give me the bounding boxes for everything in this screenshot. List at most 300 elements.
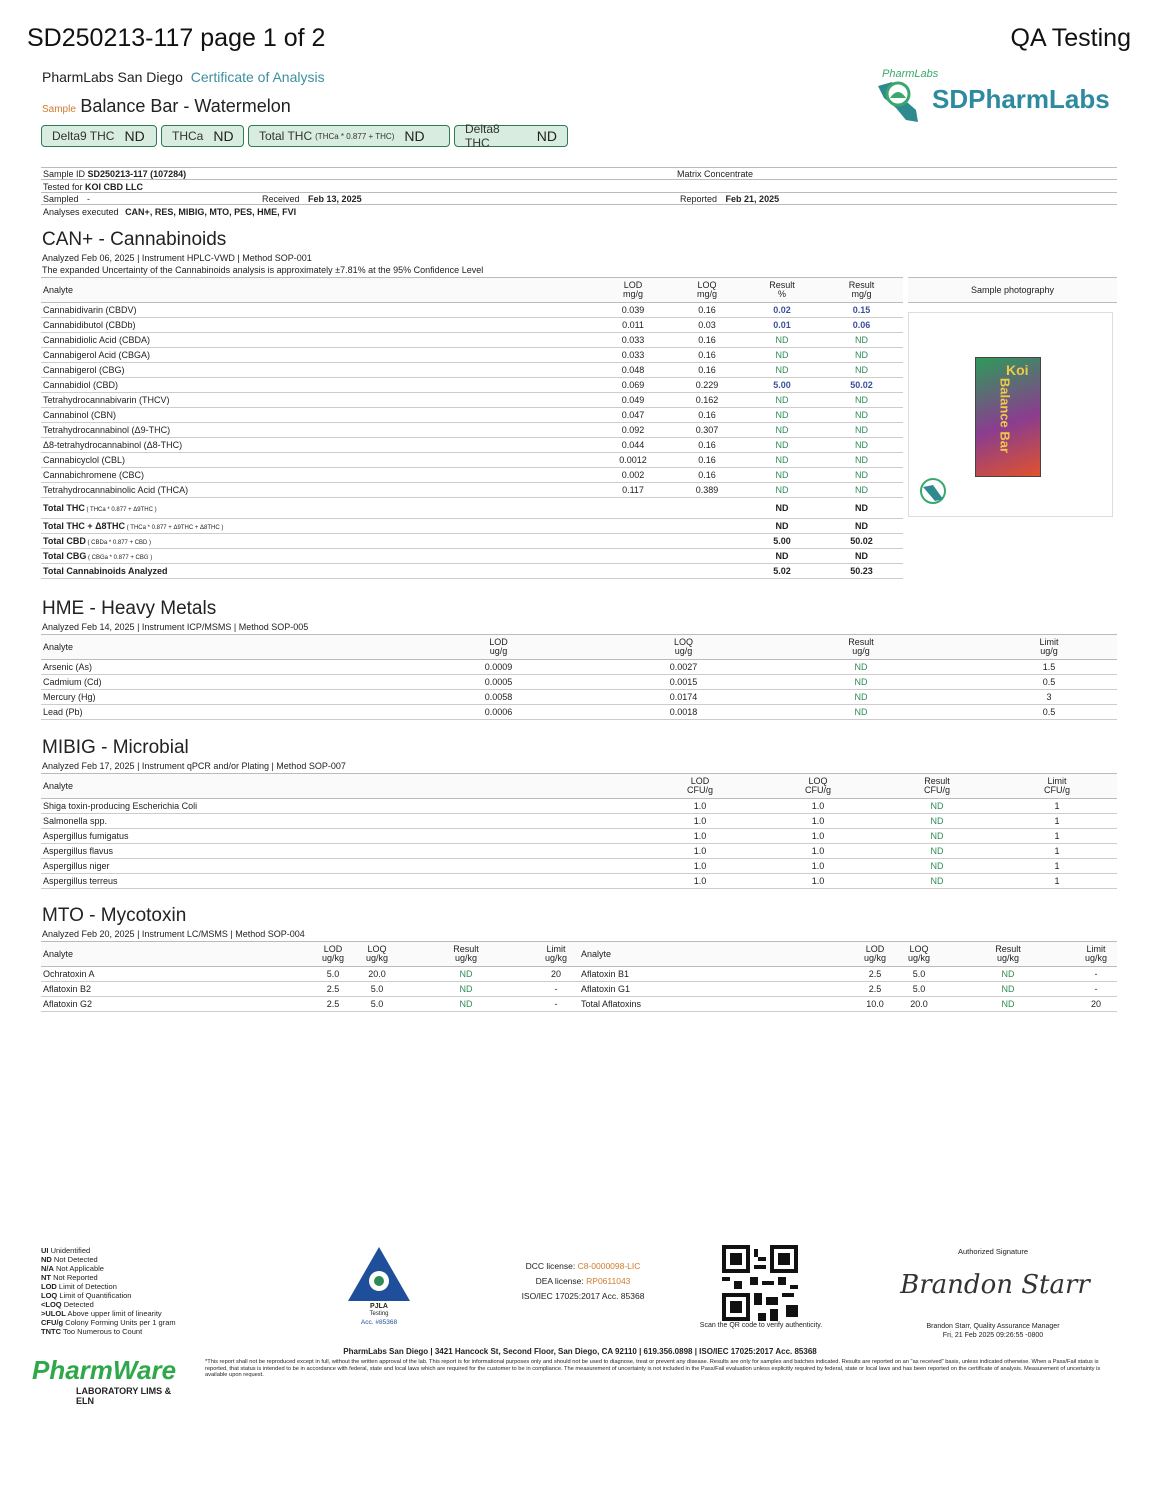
- dcc-license: DCC license: C8-0000098-LIC: [525, 1261, 641, 1271]
- col-header-result-pct: Result %: [744, 278, 820, 303]
- mycotoxin-table: [41, 941, 1117, 1012]
- pill-label: THCa: [172, 129, 204, 143]
- legend-item: LOQ Limit of Quantification: [41, 1291, 132, 1300]
- analyte-name: Cadmium (Cd): [41, 675, 371, 690]
- analyte-name: Cannabidiol (CBD): [41, 378, 596, 393]
- result-mg: ND: [820, 468, 903, 483]
- lab-title: [42, 69, 325, 85]
- empty-cell: [670, 498, 744, 519]
- loq-value: 0.16: [670, 468, 744, 483]
- value-cell: 0.0009: [371, 660, 626, 675]
- result-mg: ND: [820, 333, 903, 348]
- total-label: Total CBG: [43, 551, 87, 561]
- analyte-row: [41, 982, 1117, 997]
- analyte-name: Cannabigerol Acid (CBGA): [41, 348, 596, 363]
- value-cell: ND: [741, 705, 981, 720]
- value-cell: 1.0: [759, 829, 877, 844]
- analyte-name: Tetrahydrocannabinolic Acid (THCA): [41, 483, 596, 498]
- lod-value: 0.047: [596, 408, 670, 423]
- analyte-name: Aspergillus fumigatus: [41, 829, 641, 844]
- analyte-name: Arsenic (As): [41, 660, 371, 675]
- analyte-name: Cannabicyclol (CBL): [41, 453, 596, 468]
- legend-item: UI Unidentified: [41, 1246, 91, 1255]
- pharmware-logo: [32, 1355, 182, 1405]
- value-cell: ND: [941, 967, 1075, 982]
- product-brand: Koi: [1006, 362, 1029, 378]
- total-mg: ND: [820, 519, 903, 534]
- pharmlabs-watermark-icon: [915, 473, 951, 509]
- value-cell: 20.0: [355, 967, 399, 982]
- legend-item: LOD Limit of Detection: [41, 1282, 117, 1291]
- pill-value: ND: [124, 128, 145, 144]
- lod-value: 0.048: [596, 363, 670, 378]
- analyte-row: [41, 997, 1117, 1012]
- value-cell: 1.0: [641, 859, 759, 874]
- total-name: [41, 564, 596, 579]
- lod-value: 0.044: [596, 438, 670, 453]
- result-percent: ND: [744, 423, 820, 438]
- loq-value: 0.162: [670, 393, 744, 408]
- pill-formula: (THCa * 0.877 + THC): [315, 131, 395, 141]
- empty-cell: [596, 519, 670, 534]
- lod-value: 0.002: [596, 468, 670, 483]
- analyte-row: [41, 799, 1117, 814]
- total-name: [41, 549, 596, 564]
- result-mg: ND: [820, 363, 903, 378]
- total-name: [41, 534, 596, 549]
- analyte-row: [41, 483, 903, 498]
- value-cell: 2.5: [853, 982, 897, 997]
- lod-value: 0.092: [596, 423, 670, 438]
- analyte-row: [41, 859, 1117, 874]
- total-row: [41, 498, 903, 519]
- cannabinoids-uncertainty: The expanded Uncertainty of the Cannabinoids analysis is approximately ±7.81% at the 95% Confidence Level: [42, 265, 484, 275]
- total-formula: ( THCa * 0.877 + Δ9THC ): [84, 507, 157, 513]
- analyte-row: [41, 303, 903, 318]
- value-cell: ND: [741, 690, 981, 705]
- col-header-analyte: Analyte: [41, 278, 596, 303]
- value-cell: -: [533, 982, 579, 997]
- value-cell: 10.0: [853, 997, 897, 1012]
- total-mg: ND: [820, 498, 903, 519]
- value-cell: 0.0174: [626, 690, 741, 705]
- analyte-row: [41, 967, 1117, 982]
- analyte-row: [41, 690, 1117, 705]
- loq-value: 0.16: [670, 438, 744, 453]
- analyte-row: [41, 318, 903, 333]
- empty-cell: [596, 534, 670, 549]
- value-cell: 3: [981, 690, 1117, 705]
- signature-label: Authorized Signature: [957, 1247, 1029, 1256]
- analyte-name: Aspergillus flavus: [41, 844, 641, 859]
- sample-id: Sample ID SD250213-117 (107284): [43, 169, 187, 179]
- heavy-metals-analyzed: Analyzed Feb 14, 2025 | Instrument ICP/MSMS | Method SOP-005: [42, 622, 309, 632]
- total-percent: 5.00: [744, 534, 820, 549]
- value-cell: 0.0027: [626, 660, 741, 675]
- doc-type: Certificate of Analysis: [190, 69, 325, 85]
- value-cell: 1.0: [641, 829, 759, 844]
- value-cell: 2.5: [311, 997, 355, 1012]
- value-cell: 1: [997, 844, 1117, 859]
- analyte-name: Aflatoxin G1: [579, 982, 853, 997]
- value-cell: 0.0005: [371, 675, 626, 690]
- analyte-name: Cannabichromene (CBC): [41, 468, 596, 483]
- total-mg: 50.02: [820, 534, 903, 549]
- total-name: [41, 519, 596, 534]
- analyte-row: [41, 660, 1117, 675]
- sample-label: Sample: [42, 104, 76, 115]
- lod-value: 0.0012: [596, 453, 670, 468]
- analyte-row: [41, 468, 903, 483]
- legend-item: TNTC Too Numerous to Count: [41, 1327, 143, 1336]
- result-percent: ND: [744, 438, 820, 453]
- section-title-cannabinoids: CAN+ - Cannabinoids: [42, 229, 227, 250]
- result-mg: ND: [820, 483, 903, 498]
- empty-cell: [670, 549, 744, 564]
- analyte-name: Ochratoxin A: [41, 967, 311, 982]
- licenses-block: [500, 1259, 666, 1304]
- qr-code-icon: [722, 1245, 798, 1321]
- table-header-row: Analyte LOD ug/kg LOQ ug/kg Result ug/kg Limit ug/kg Analyte LOD ug/kg LOQ ug/kg Result ug/kg Limit ug/kg: [41, 942, 1117, 967]
- value-cell: ND: [399, 967, 533, 982]
- value-cell: 5.0: [355, 997, 399, 1012]
- lod-value: 0.069: [596, 378, 670, 393]
- total-row: [41, 549, 903, 564]
- loq-value: 0.389: [670, 483, 744, 498]
- analyte-row: [41, 675, 1117, 690]
- signature-date: Fri, 21 Feb 2025 09:26:55 -0800: [942, 1332, 1044, 1339]
- analyte-name: Δ8-tetrahydrocannabinol (Δ8-THC): [41, 438, 596, 453]
- legend-item: <LOQ Detected: [41, 1300, 94, 1309]
- qa-testing-label: QA Testing: [1010, 24, 1131, 52]
- result-percent: 0.02: [744, 303, 820, 318]
- empty-cell: [596, 564, 670, 579]
- analyte-name: Cannabigerol (CBG): [41, 363, 596, 378]
- result-percent: ND: [744, 333, 820, 348]
- value-cell: -: [533, 997, 579, 1012]
- footer-disclaimer: *This report shall not be reproduced except in full, without the written approval of the lab. This report is for informational purposes only and should not be used to diagnose, treat or prevent any disease. Results are only for samples and batches indicated. Results are reported on an "as received" basis, unless indicated otherwise. When a Pass/Fail status is reported, that status is intended to be in accordance with federal, state and local laws which are required for the customer to be in compliance. The measurement of uncertainty is not included in the Pass/Fail evaluation unless explicitly required by federal, state or local laws and has been reported on the certificate of analysis. Measurement of uncertainty is available upon request.: [205, 1359, 1101, 1379]
- section-title-heavy-metals: HME - Heavy Metals: [42, 598, 217, 619]
- empty-cell: [670, 564, 744, 579]
- sample-title: [42, 96, 291, 117]
- result-mg: ND: [820, 438, 903, 453]
- section-title-microbial: MIBIG - Microbial: [42, 737, 189, 758]
- total-row: [41, 519, 903, 534]
- analyte-name: Lead (Pb): [41, 705, 371, 720]
- value-cell: 1.0: [759, 874, 877, 889]
- empty-cell: [596, 498, 670, 519]
- heavy-metals-table: [41, 634, 1117, 720]
- value-cell: 1: [997, 799, 1117, 814]
- analyte-row: [41, 348, 903, 363]
- total-percent: ND: [744, 549, 820, 564]
- abbreviation-legend: [41, 1246, 211, 1336]
- value-cell: 5.0: [311, 967, 355, 982]
- logo-small-text: PharmLabs: [882, 68, 939, 80]
- analyte-row: [41, 423, 903, 438]
- sampled: Sampled -: [43, 194, 91, 204]
- result-percent: ND: [744, 393, 820, 408]
- legend-item: CFU/g Colony Forming Units per 1 gram: [41, 1318, 176, 1327]
- reported: Reported Feb 21, 2025: [680, 194, 780, 204]
- pill-total-thc: [248, 125, 450, 147]
- value-cell: 1: [997, 814, 1117, 829]
- total-percent: ND: [744, 498, 820, 519]
- value-cell: ND: [399, 982, 533, 997]
- value-cell: 0.0015: [626, 675, 741, 690]
- analyte-row: [41, 829, 1117, 844]
- value-cell: 1.0: [641, 814, 759, 829]
- value-cell: 2.5: [311, 982, 355, 997]
- pill-delta8-thc: [454, 122, 568, 150]
- result-percent: ND: [744, 408, 820, 423]
- value-cell: 1.0: [759, 859, 877, 874]
- value-cell: ND: [741, 675, 981, 690]
- lod-value: 0.039: [596, 303, 670, 318]
- result-mg: ND: [820, 453, 903, 468]
- pill-thca: [161, 125, 244, 147]
- total-formula: ( THCa * 0.877 + Δ9THC + Δ8THC ): [125, 525, 224, 531]
- result-mg: 0.15: [820, 303, 903, 318]
- qr-caption: Scan the QR code to verify authenticity.: [699, 1322, 823, 1329]
- value-cell: 0.5: [981, 705, 1117, 720]
- product-package-image: [975, 357, 1041, 477]
- value-cell: 20: [533, 967, 579, 982]
- analyte-row: [41, 453, 903, 468]
- value-cell: ND: [941, 982, 1075, 997]
- pill-delta9-thc: [41, 125, 157, 147]
- analyte-row: [41, 393, 903, 408]
- value-cell: ND: [941, 997, 1075, 1012]
- value-cell: 5.0: [355, 982, 399, 997]
- value-cell: 1.0: [759, 799, 877, 814]
- analyte-row: [41, 814, 1117, 829]
- analyte-name: Aflatoxin B1: [579, 967, 853, 982]
- signature-script: Brandon Starr: [900, 1270, 1090, 1300]
- total-row: [41, 534, 903, 549]
- pjla-triangle-icon: [346, 1245, 412, 1303]
- value-cell: 2.5: [853, 967, 897, 982]
- value-cell: ND: [877, 874, 997, 889]
- value-cell: 1.0: [641, 874, 759, 889]
- result-mg: ND: [820, 393, 903, 408]
- sample-photo: [908, 312, 1113, 517]
- value-cell: 1.0: [641, 844, 759, 859]
- total-label: Total Cannabinoids Analyzed: [43, 566, 168, 576]
- legend-item: N/A Not Applicable: [41, 1264, 104, 1273]
- value-cell: 1: [997, 829, 1117, 844]
- result-percent: ND: [744, 363, 820, 378]
- microbial-analyzed: Analyzed Feb 17, 2025 | Instrument qPCR and/or Plating | Method SOP-007: [42, 761, 346, 771]
- value-cell: -: [1075, 967, 1117, 982]
- section-title-mycotoxin: MTO - Mycotoxin: [42, 905, 187, 926]
- value-cell: ND: [877, 814, 997, 829]
- pill-label: Total THC: [259, 129, 313, 143]
- value-cell: ND: [877, 799, 997, 814]
- value-cell: 0.0018: [626, 705, 741, 720]
- total-row: [41, 564, 903, 579]
- signatory: [890, 1322, 1096, 1340]
- analyte-row: [41, 874, 1117, 889]
- analyte-name: Total Aflatoxins: [579, 997, 853, 1012]
- pill-label: Delta9 THC: [52, 129, 115, 143]
- microbial-table: [41, 773, 1117, 889]
- empty-cell: [596, 549, 670, 564]
- pill-label: Delta8 THC: [465, 122, 500, 150]
- analyses-executed: Analyses executed CAN+, RES, MIBIG, MTO, PES, HME, FVI: [43, 207, 297, 217]
- product-name: Balance Bar: [997, 377, 1013, 454]
- document-id: SD250213-117 page 1 of 2: [27, 24, 326, 52]
- analyte-name: Aflatoxin G2: [41, 997, 311, 1012]
- value-cell: 20: [1075, 997, 1117, 1012]
- loq-value: 0.307: [670, 423, 744, 438]
- result-mg: ND: [820, 348, 903, 363]
- value-cell: ND: [877, 844, 997, 859]
- pjla-acc: Acc. #85368: [360, 1319, 398, 1326]
- value-cell: 0.0058: [371, 690, 626, 705]
- value-cell: 1.0: [641, 799, 759, 814]
- total-formula: ( CBGa * 0.877 + CBG ): [86, 555, 153, 561]
- analyte-name: Cannabidiolic Acid (CBDA): [41, 333, 596, 348]
- legend-item: ND Not Detected: [41, 1255, 98, 1264]
- cannabinoids-analyzed: Analyzed Feb 06, 2025 | Instrument HPLC-VWD | Method SOP-001: [42, 253, 312, 263]
- total-formula: ( CBDa * 0.877 + CBD ): [85, 540, 152, 546]
- loq-value: 0.16: [670, 363, 744, 378]
- footer-address: PharmLabs San Diego | 3421 Hancock St, Second Floor, San Diego, CA 92110 | 619.356.0898 | ISO/IEC 17025:2017 Acc. 85368: [343, 1347, 817, 1356]
- result-percent: ND: [744, 483, 820, 498]
- iso-accreditation: ISO/IEC 17025:2017 Acc. 85368: [521, 1291, 645, 1301]
- pjla-badge: [343, 1245, 415, 1330]
- analyte-name: Tetrahydrocannabivarin (THCV): [41, 393, 596, 408]
- analyte-name: Mercury (Hg): [41, 690, 371, 705]
- value-cell: 1.5: [981, 660, 1117, 675]
- result-percent: 5.00: [744, 378, 820, 393]
- legend-item: NT Not Reported: [41, 1273, 98, 1282]
- pill-value: ND: [213, 128, 234, 144]
- col-header-result-mg: Result mg/g: [820, 278, 903, 303]
- analyte-row: [41, 408, 903, 423]
- analyte-row: [41, 705, 1117, 720]
- analyte-name: Cannabidivarin (CBDV): [41, 303, 596, 318]
- received: Received Feb 13, 2025: [262, 194, 362, 204]
- lod-value: 0.117: [596, 483, 670, 498]
- cannabinoids-table: [41, 277, 903, 579]
- pjla-sub: Testing: [369, 1311, 389, 1317]
- col-header-loq: LOQ mg/g: [670, 278, 744, 303]
- sample-photo-label: Sample photography: [908, 277, 1117, 303]
- loq-value: 0.16: [670, 333, 744, 348]
- value-cell: 1: [997, 859, 1117, 874]
- value-cell: 1: [997, 874, 1117, 889]
- empty-cell: [670, 534, 744, 549]
- analyte-name: Salmonella spp.: [41, 814, 641, 829]
- value-cell: ND: [877, 859, 997, 874]
- result-mg: ND: [820, 423, 903, 438]
- analyte-name: Aflatoxin B2: [41, 982, 311, 997]
- col-header-lod: LOD mg/g: [596, 278, 670, 303]
- pill-value: ND: [536, 128, 557, 144]
- lod-value: 0.033: [596, 348, 670, 363]
- tested-for: Tested for KOI CBD LLC: [43, 182, 144, 192]
- analyte-row: [41, 844, 1117, 859]
- loq-value: 0.229: [670, 378, 744, 393]
- signatory-name: Brandon Starr, Quality Assurance Manager: [926, 1323, 1060, 1330]
- loq-value: 0.03: [670, 318, 744, 333]
- analyte-row: [41, 378, 903, 393]
- pharmware-sub: LABORATORY LIMS & ELN: [76, 1386, 172, 1406]
- lod-value: 0.049: [596, 393, 670, 408]
- total-mg: ND: [820, 549, 903, 564]
- value-cell: ND: [741, 660, 981, 675]
- loq-value: 0.16: [670, 348, 744, 363]
- empty-cell: [670, 519, 744, 534]
- analyte-name: Aspergillus niger: [41, 859, 641, 874]
- total-label: Total THC: [43, 503, 85, 513]
- loq-value: 0.16: [670, 408, 744, 423]
- qr-code[interactable]: [722, 1245, 798, 1321]
- pharmware-text: PharmWare: [32, 1355, 177, 1385]
- table-header-row: Analyte LOD ug/g LOQ ug/g Result ug/g Limit ug/g: [41, 635, 1117, 660]
- result-percent: ND: [744, 453, 820, 468]
- matrix: Matrix Concentrate: [677, 169, 754, 179]
- total-label: Total CBD: [43, 536, 86, 546]
- analyte-name: Cannabinol (CBN): [41, 408, 596, 423]
- analyte-row: [41, 363, 903, 378]
- analyte-name: Tetrahydrocannabinol (Δ9-THC): [41, 423, 596, 438]
- mycotoxin-analyzed: Analyzed Feb 20, 2025 | Instrument LC/MSMS | Method SOP-004: [42, 929, 305, 939]
- value-cell: 5.0: [897, 982, 941, 997]
- table-header-row: [41, 278, 903, 303]
- lod-value: 0.011: [596, 318, 670, 333]
- result-mg: 0.06: [820, 318, 903, 333]
- total-mg: 50.23: [820, 564, 903, 579]
- value-cell: 0.5: [981, 675, 1117, 690]
- value-cell: ND: [399, 997, 533, 1012]
- lab-name: PharmLabs San Diego: [42, 69, 183, 85]
- sample-name: Balance Bar - Watermelon: [80, 96, 291, 116]
- result-percent: 0.01: [744, 318, 820, 333]
- logo-text: SDPharmLabs: [932, 84, 1110, 114]
- value-cell: ND: [877, 829, 997, 844]
- pjla-name: PJLA: [370, 1303, 388, 1310]
- analyte-name: Aspergillus terreus: [41, 874, 641, 889]
- total-label: Total THC + Δ8THC: [43, 521, 126, 531]
- dea-license: DEA license: RP0611043: [535, 1276, 631, 1286]
- value-cell: 0.0006: [371, 705, 626, 720]
- result-mg: ND: [820, 408, 903, 423]
- legend-item: >ULOL Above upper limit of linearity: [41, 1309, 162, 1318]
- value-cell: 20.0: [897, 997, 941, 1012]
- total-percent: 5.02: [744, 564, 820, 579]
- result-percent: ND: [744, 468, 820, 483]
- lod-value: 0.033: [596, 333, 670, 348]
- total-name: [41, 498, 596, 519]
- analyte-name: Cannabidibutol (CBDb): [41, 318, 596, 333]
- value-cell: -: [1075, 982, 1117, 997]
- analyte-row: [41, 333, 903, 348]
- value-cell: 5.0: [897, 967, 941, 982]
- sdpharmlabs-logo: [872, 68, 1117, 128]
- analyte-row: [41, 438, 903, 453]
- table-header-row: Analyte LOD CFU/g LOQ CFU/g Result CFU/g Limit CFU/g: [41, 774, 1117, 799]
- analyte-name: Shiga toxin-producing Escherichia Coli: [41, 799, 641, 814]
- loq-value: 0.16: [670, 303, 744, 318]
- pill-value: ND: [404, 128, 425, 144]
- value-cell: 1.0: [759, 844, 877, 859]
- total-percent: ND: [744, 519, 820, 534]
- result-mg: 50.02: [820, 378, 903, 393]
- result-percent: ND: [744, 348, 820, 363]
